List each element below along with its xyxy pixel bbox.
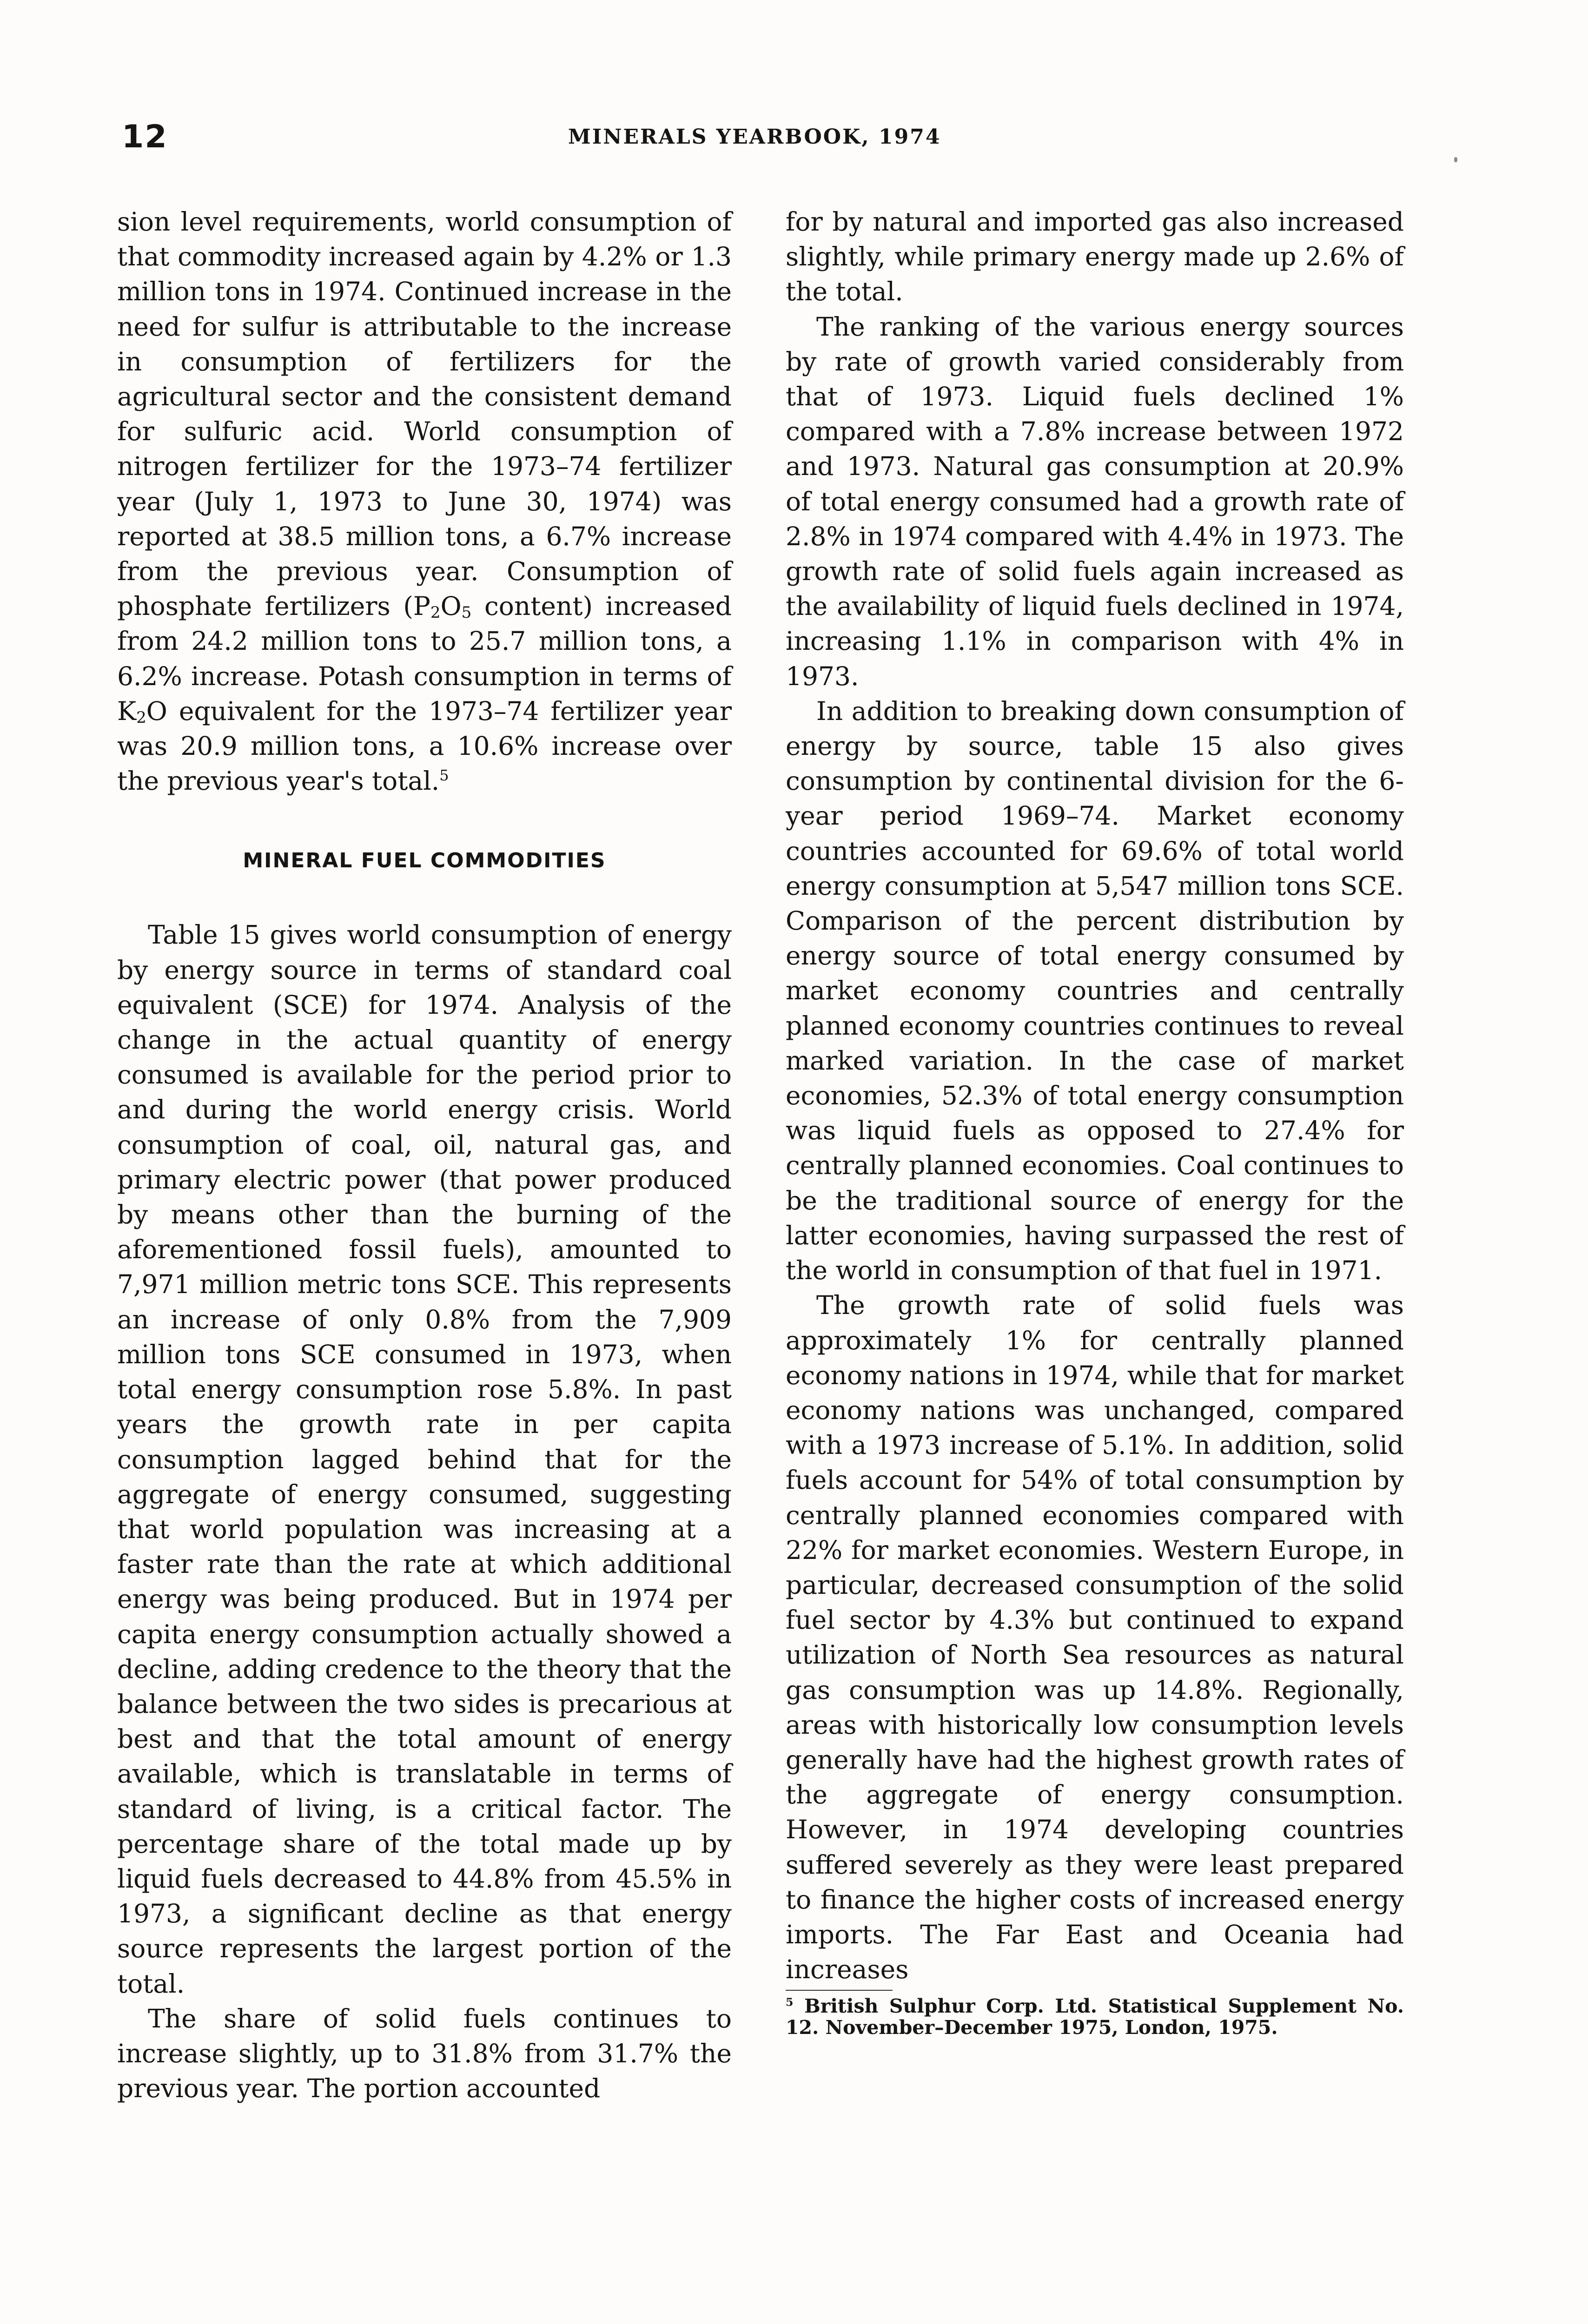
footnote — [786, 1995, 1404, 2038]
paragraph-solid-fuels-growth: The growth rate of solid fuels was approximately 1% for centrally planned economy nations in 1974, while that for market economy nations was unchanged, compared with a 1973 increase of 5.1%. In addition, solid fuels account for 54% of total consumption by centrally planned economies compared with 22% for market economies. Western Europe, in particular, decreased consumption of the solid fuel sector by 4.3% but continued to expand utilization of North Sea resources as natural gas consumption was up 14.8%. Regionally, areas with historically low consumption levels generally have had the highest growth rates of the aggregate of energy consumption. However, in 1974 developing countries suffered severely as they were least prepared to finance the higher costs of increased energy imports. The Far East and Oceania had increases — [786, 1290, 1404, 1985]
left-column — [117, 205, 732, 2106]
paragraph-continental-division: In addition to breaking down consumption of energy by source, table 15 also gives consumption by continental division for the 6-year period 1969–74. Market economy countries accounted for 69.6% of total world energy consumption at 5,547 million tons SCE. Comparison of the percent distribution by energy source of total energy consumed by market economy countries and centrally planned economy countries continues to reveal marked variation. In the case of market economies, 52.3% of total energy consumption was liquid fuels as opposed to 27.4% for centrally planned economies. Coal continues to be the traditional source of energy for the latter economies, having surpassed the rest of the world in consumption of that fuel in 1971. — [786, 696, 1404, 1286]
page-header — [122, 119, 1423, 170]
footnote-marker: 5 — [786, 1995, 794, 2009]
footnote-divider — [786, 1990, 893, 1991]
paragraph-gas-share: for by natural and imported gas also increased slightly, while primary energy made up 2.6% of the total. — [786, 207, 1404, 307]
footnote-reference: 5 — [439, 766, 449, 785]
right-column — [786, 205, 1404, 2038]
scan-speck — [1454, 157, 1457, 162]
paragraph-growth-ranking: The ranking of the various energy sources by rate of growth varied considerably from that of 1973. Liquid fuels declined 1% compared with a 7.8% increase between 1972 and 1973. Natural gas consumption at 20.9% of total energy consumed had a growth rate of 2.8% in 1974 compared with 4.4% in 1973. The growth rate of solid fuels again increased as the availability of liquid fuels declined in 1974, increasing 1.1% in comparison with 4% in 1973. — [786, 311, 1404, 691]
section-heading: MINERAL FUEL COMMODITIES — [243, 849, 606, 873]
page-number: 12 — [122, 119, 168, 155]
running-head: MINERALS YEARBOOK, 1974 — [568, 125, 941, 149]
footnote-text: British Sulphur Corp. Ltd. Statistical Supplement No. 12. November–December 1975, London, 1975. — [786, 1995, 1404, 2039]
paragraph-solid-fuels-share: The share of solid fuels continues to increase slightly, up to 31.8% from 31.7% the previous year. The portion accounted — [117, 2003, 732, 2104]
paragraph-energy-consumption: Table 15 gives world consumption of energy by energy source in terms of standard coal equivalent (SCE) for 1974. Analysis of the change in the actual quantity of energy consumed is available for the period prior to and during the world energy crisis. World consumption of coal, oil, natural gas, and primary electric power (that power produced by means other than the burning of the aforementioned fossil fuels), amounted to 7,971 million metric tons SCE. This represents an increase of only 0.8% from the 7,909 million tons SCE consumed in 1973, when total energy consumption rose 5.8%. In past years the growth rate in per capita consumption lagged behind that for the aggregate of energy consumed, suggesting that world population was increasing at a faster rate than the rate at which additional energy was being produced. But in 1974 per capita energy consumption actually showed a decline, adding credence to the theory that the balance between the two sides is precarious at best and that the total amount of energy available, which is translatable in terms of standard of living, is a critical factor. The percentage share of the total made up by liquid fuels decreased to 44.8% from 45.5% in 1973, a significant decline as that energy source represents the largest portion of the total. — [117, 920, 732, 1999]
paragraph-sulfur-fertilizer: sion level requirements, world consumption of that commodity increased again by 4.2% or 1.3 million tons in 1974. Continued increase in the need for sulfur is attributable to the increase in consumption of fertilizers for the agricultural sector and the consistent demand for sulfuric acid. World consumption of nitrogen fertilizer for the 1973–74 fertilizer year (July 1, 1973 to June 30, 1974) was reported at 38.5 million tons, a 6.7% increase from the previous year. Consumption of phosphate fertilizers ($P_2O_5$ content) increased from 24.2 million tons to 25.7 million tons, a 6.2% increase. Potash consumption in terms of $K_2O$ equivalent for the 1973–74 fertilizer year was 20.9 million tons, a 10.6% increase over the previous year's total.$^5$ — [117, 207, 732, 796]
